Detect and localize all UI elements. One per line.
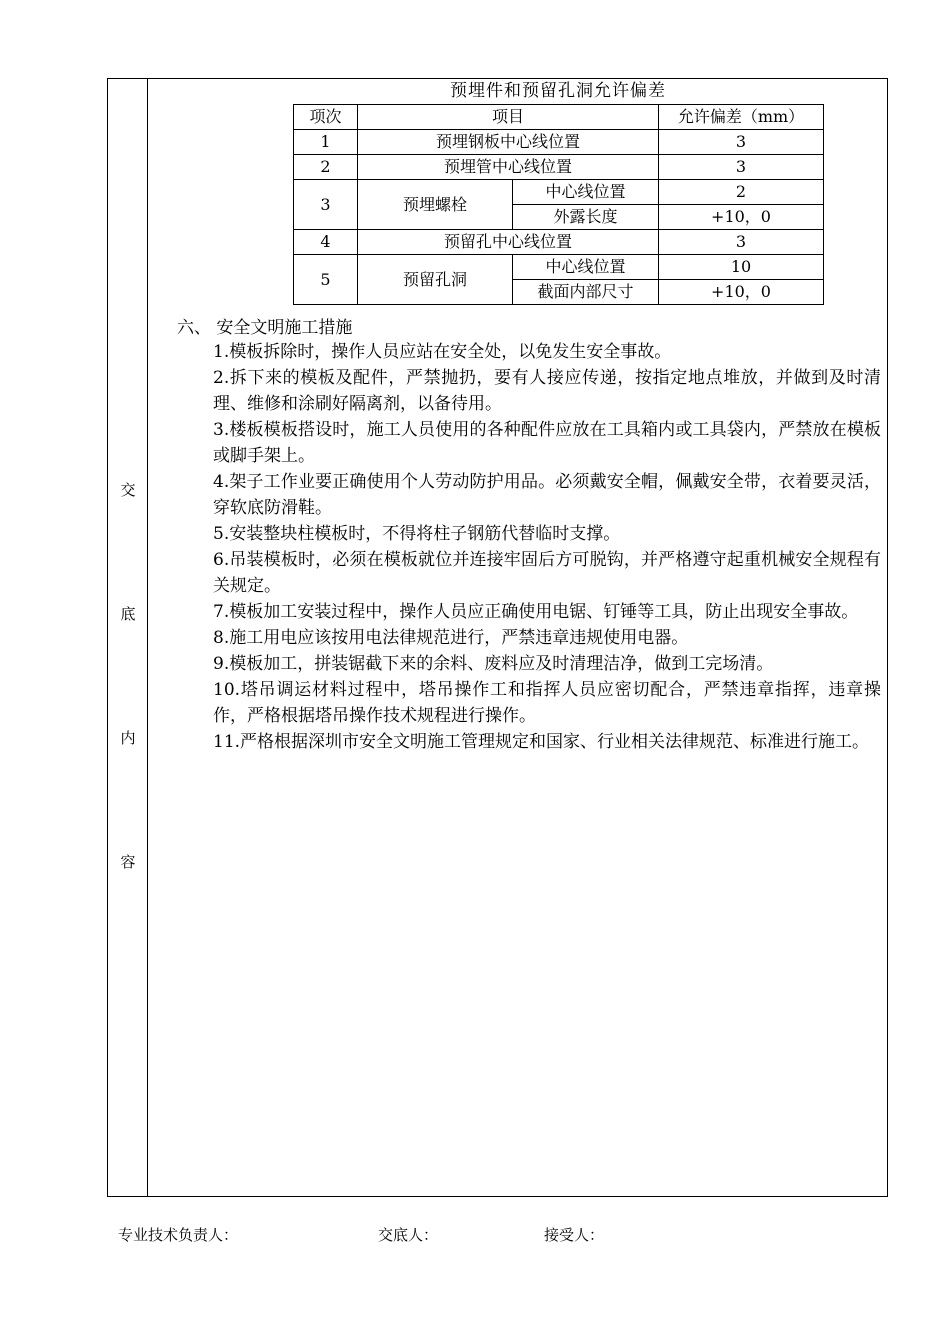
list-item: 4.架子工作业要正确使用个人劳动防护用品。必须戴安全帽，佩戴安全带，衣着要灵活，穿软底防滑鞋。 [213, 472, 881, 518]
left-label-char: 内 [120, 729, 136, 747]
cell-subitem: 截面内部尺寸 [513, 280, 659, 305]
cell-no: 2 [294, 155, 358, 180]
cell-item: 预埋螺栓 [358, 180, 513, 230]
cell-item: 预埋管中心线位置 [358, 155, 659, 180]
cell-no: 5 [294, 255, 358, 305]
left-label-char: 容 [120, 853, 136, 871]
cell-tolerance: +10，0 [659, 280, 824, 305]
cell-no: 4 [294, 230, 358, 255]
list-item: 8.施工用电应该按用电法律规范进行，严禁违章违规使用电器。 [213, 628, 689, 648]
receiver-signature-label: 接受人： [544, 1226, 605, 1244]
cell-no: 1 [294, 130, 358, 155]
table-header-row [294, 105, 824, 130]
cell-tolerance: 3 [659, 130, 824, 155]
cell-subitem: 中心线位置 [513, 255, 659, 280]
table-caption: 预埋件和预留孔洞允许偏差 [450, 81, 666, 101]
discloser-signature-label: 交底人： [378, 1226, 439, 1244]
tech-lead-signature-label: 专业技术负责人： [118, 1226, 239, 1244]
left-label-char: 底 [120, 605, 136, 623]
list-item: 3.楼板模板搭设时，施工人员使用的各种配件应放在工具箱内或工具袋内，严禁放在模板或脚手架上。 [213, 420, 881, 466]
left-label-column [108, 79, 148, 1196]
cell-tolerance: 10 [659, 255, 824, 280]
list-item: 9.模板加工，拼装锯截下来的余料、废料应及时清理洁净，做到工完场清。 [213, 654, 774, 674]
cell-no: 3 [294, 180, 358, 230]
list-item: 2.拆下来的模板及配件，严禁抛扔，要有人接应传递，按指定地点堆放，并做到及时清理、维修和涂刷好隔离剂，以备待用。 [213, 368, 881, 414]
list-item: 1.模板拆除时，操作人员应站在安全处，以免发生安全事故。 [213, 342, 672, 362]
header-tolerance: 允许偏差（mm） [659, 105, 824, 130]
table-row [294, 230, 824, 255]
list-item: 7.模板加工安装过程中，操作人员应正确使用电锯、钉锤等工具，防止出现安全事故。 [213, 602, 859, 622]
header-no: 项次 [294, 105, 358, 130]
header-item: 项目 [358, 105, 659, 130]
disclosure-frame [107, 78, 888, 1197]
table-row [294, 155, 824, 180]
tolerance-table [293, 104, 824, 305]
cell-item: 预留孔洞 [358, 255, 513, 305]
cell-item: 预埋钢板中心线位置 [358, 130, 659, 155]
table-row [294, 255, 824, 280]
cell-tolerance: 3 [659, 230, 824, 255]
disclosure-content [149, 79, 887, 1196]
list-item: 5.安装整块柱模板时，不得将柱子钢筋代替临时支撑。 [213, 524, 621, 544]
cell-tolerance: 2 [659, 180, 824, 205]
section-title: 六、 安全文明施工措施 [177, 318, 353, 338]
list-item: 11.严格根据深圳市安全文明施工管理规定和国家、行业相关法律规范、标准进行施工。 [213, 732, 870, 752]
table-row [294, 130, 824, 155]
safety-measures-list [213, 339, 881, 755]
cell-subitem: 外露长度 [513, 205, 659, 230]
list-item: 10.塔吊调运材料过程中，塔吊操作工和指挥人员应密切配合，严禁违章指挥，违章操作，严格根据塔吊操作技术规程进行操作。 [213, 680, 881, 726]
cell-item: 预留孔中心线位置 [358, 230, 659, 255]
cell-subitem: 中心线位置 [513, 180, 659, 205]
left-label-char: 交 [120, 481, 136, 499]
list-item: 6.吊装模板时，必须在模板就位并连接牢固后方可脱钩，并严格遵守起重机械安全规程有关规定。 [213, 550, 881, 596]
cell-tolerance: +10，0 [659, 205, 824, 230]
cell-tolerance: 3 [659, 155, 824, 180]
table-row [294, 180, 824, 205]
